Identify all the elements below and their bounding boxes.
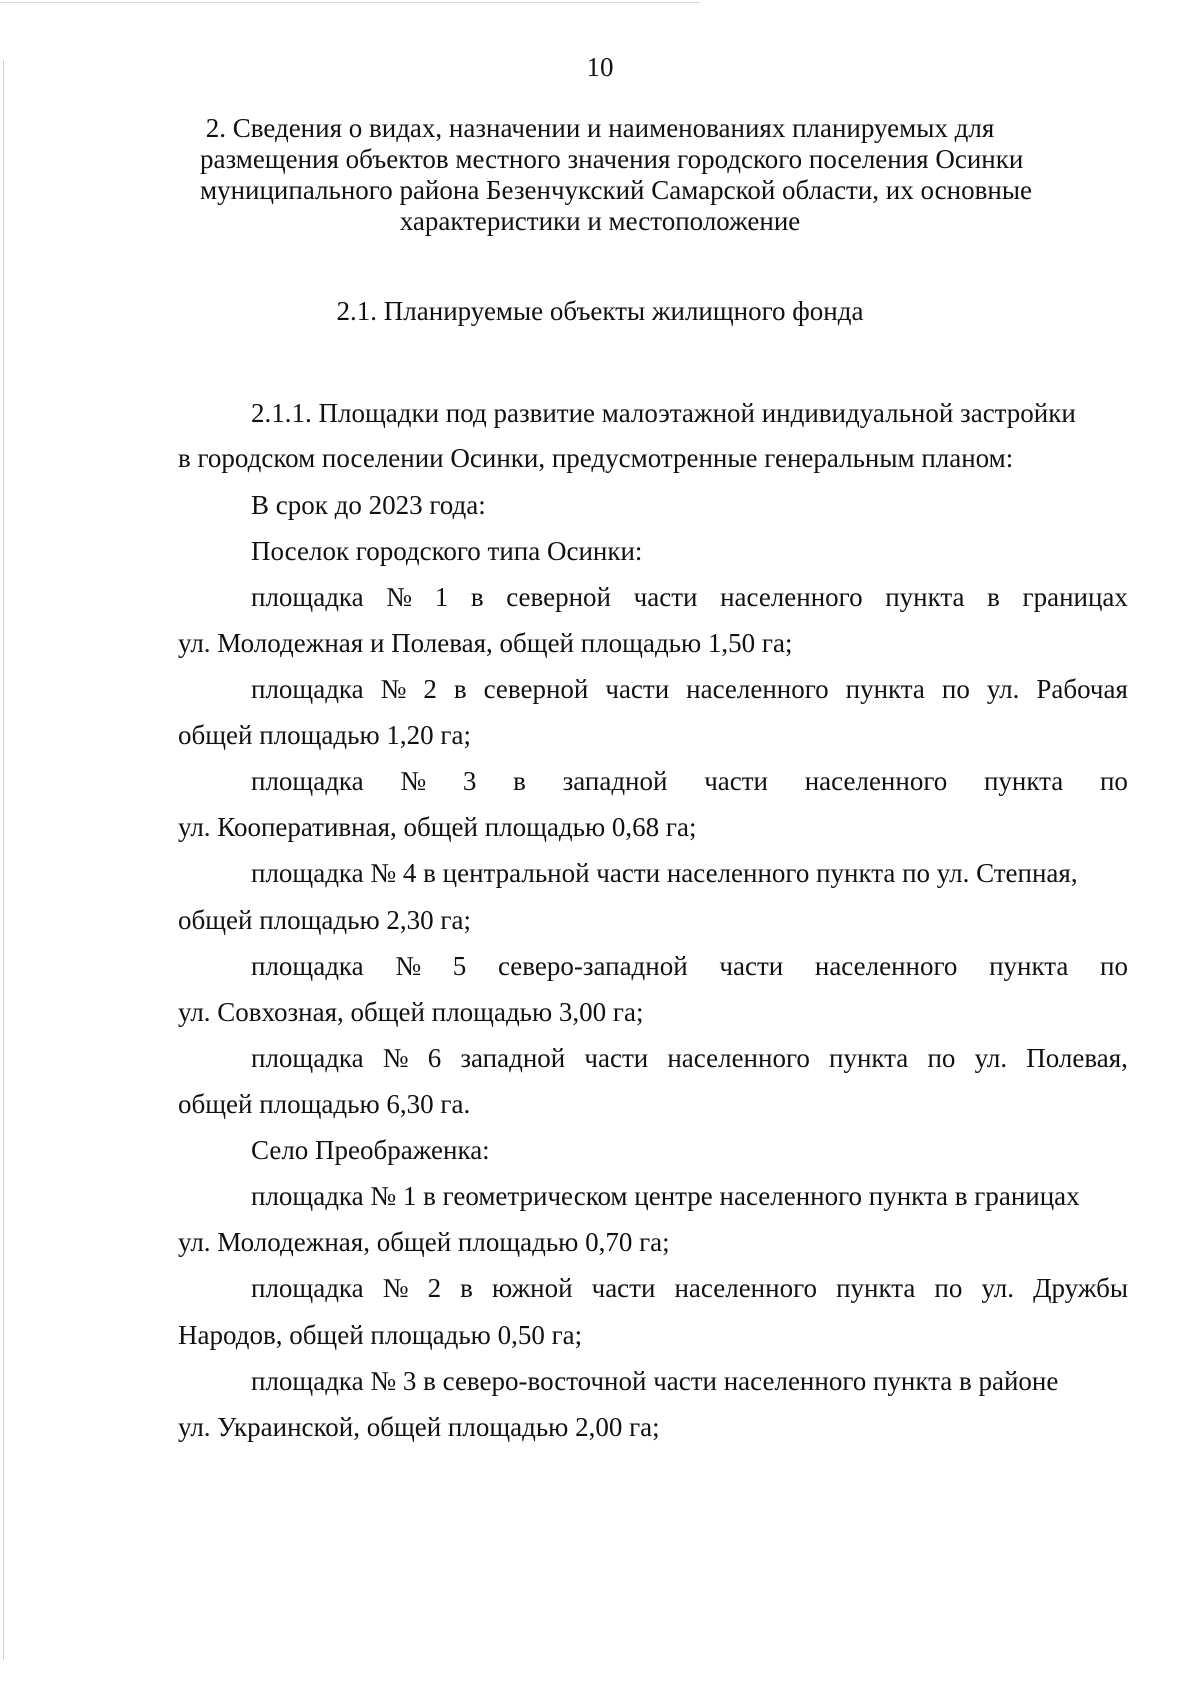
word: части: [719, 951, 784, 981]
word: по: [934, 1273, 963, 1303]
word: ул.: [986, 674, 1020, 704]
word: по: [1099, 766, 1128, 796]
paragraph-line: общей площадью 2,30 га;: [178, 905, 471, 935]
paragraph-line: [251, 1272, 1128, 1304]
word: ул.: [981, 1273, 1014, 1303]
word: площадка: [251, 674, 364, 704]
word: ул.: [974, 1043, 1008, 1073]
word: части: [633, 582, 698, 612]
paragraph-line: Поселок городского типа Осинки:: [251, 536, 643, 566]
paragraph-line: [251, 581, 1128, 613]
word: по: [927, 1043, 956, 1073]
word: №: [382, 1273, 409, 1303]
word: в: [453, 674, 467, 704]
paragraph-line: в городском поселении Осинки, предусмотренные генеральным планом:: [178, 443, 1014, 473]
word: площадка: [251, 1043, 364, 1073]
word: пункта: [983, 766, 1064, 796]
word: населенного: [667, 1043, 810, 1073]
word: №: [395, 951, 422, 981]
word: северной: [483, 674, 589, 704]
word: пункта: [885, 582, 965, 612]
word: 2: [427, 1273, 442, 1303]
word: Рабочая: [1036, 674, 1128, 704]
paragraph-line: Село Преображенка:: [251, 1135, 490, 1165]
word: пункта: [845, 674, 925, 704]
heading-line: характеристики и местоположение: [399, 206, 801, 236]
heading-line: 2. Сведения о видах, назначении и наименованиях планируемых для: [205, 113, 995, 143]
paragraph-line: [251, 673, 1128, 705]
paragraph-line: площадка № 4 в центральной части населенного пункта по ул. Степная,: [251, 858, 1078, 888]
word: площадка: [251, 582, 364, 612]
word: по: [1100, 951, 1128, 981]
word: 5: [452, 951, 467, 981]
paragraph-line: [251, 1042, 1128, 1074]
paragraph-line: [251, 950, 1128, 982]
word: площадка: [251, 766, 364, 796]
word: №: [382, 1043, 409, 1073]
word: 2: [423, 674, 437, 704]
word: пункта: [836, 1273, 916, 1303]
section-heading: [200, 113, 1032, 237]
paragraph-line: ул. Совхозная, общей площадью 3,00 га;: [178, 997, 644, 1027]
word: №: [386, 582, 413, 612]
word: 1: [434, 582, 449, 612]
word: северо-западной: [497, 951, 688, 981]
word: площадка: [251, 1273, 364, 1303]
word: в: [460, 1273, 473, 1303]
word: пункта: [829, 1043, 909, 1073]
paragraph-line: ул. Украинской, общей площадью 2,00 га;: [178, 1412, 660, 1442]
paragraph-line: В срок до 2023 года:: [251, 490, 486, 520]
heading-line: муниципального района Безенчукский Самарской области, их основные: [200, 175, 1032, 205]
word: №: [400, 766, 427, 796]
word: западной: [562, 766, 668, 796]
word: в: [513, 766, 526, 796]
word: 6: [427, 1043, 442, 1073]
word: по: [941, 674, 970, 704]
word: в: [470, 582, 484, 612]
word: площадка: [251, 951, 364, 981]
word: части: [605, 674, 670, 704]
scan-edge-top: [0, 2, 700, 3]
word: населенного: [804, 766, 948, 796]
word: Дружбы: [1033, 1273, 1128, 1303]
word: №: [380, 674, 407, 704]
word: северной: [506, 582, 611, 612]
word: южной: [491, 1273, 573, 1303]
paragraph-line: ул. Молодежная, общей площадью 0,70 га;: [178, 1227, 670, 1257]
word: в: [987, 582, 1000, 612]
paragraph-line: площадка № 1 в геометрическом центре населенного пункта в границах: [251, 1181, 1080, 1211]
word: пункта: [989, 951, 1069, 981]
heading-line: размещения объектов местного значения городского поселения Осинки: [200, 144, 1024, 174]
paragraph-line: [251, 765, 1128, 797]
word: населенного: [814, 951, 958, 981]
subsection-heading: 2.1. Планируемые объекты жилищного фонда: [336, 296, 864, 326]
word: части: [591, 1273, 656, 1303]
paragraph-line: Народов, общей площадью 0,50 га;: [178, 1320, 583, 1350]
word: Полевая,: [1026, 1043, 1128, 1073]
paragraph-line: ул. Молодежная и Полевая, общей площадью 1,50 га;: [178, 628, 793, 658]
word: населенного: [674, 1273, 817, 1303]
page-number: 10: [586, 52, 614, 82]
word: части: [704, 766, 768, 796]
paragraph-line: ул. Кооперативная, общей площадью 0,68 га;: [178, 812, 697, 842]
paragraph-line: 2.1.1. Площадки под развитие малоэтажной индивидуальной застройки: [251, 398, 1076, 428]
paragraph-line: общей площадью 6,30 га.: [178, 1089, 471, 1119]
word: 3: [462, 766, 477, 796]
word: западной: [460, 1043, 566, 1073]
paragraph-line: площадка № 3 в северо-восточной части населенного пункта в районе: [251, 1366, 1059, 1396]
word: населенного: [720, 582, 863, 612]
word: населенного: [686, 674, 829, 704]
word: части: [584, 1043, 649, 1073]
word: границах: [1022, 582, 1128, 612]
paragraph-line: общей площадью 1,20 га;: [178, 720, 471, 750]
